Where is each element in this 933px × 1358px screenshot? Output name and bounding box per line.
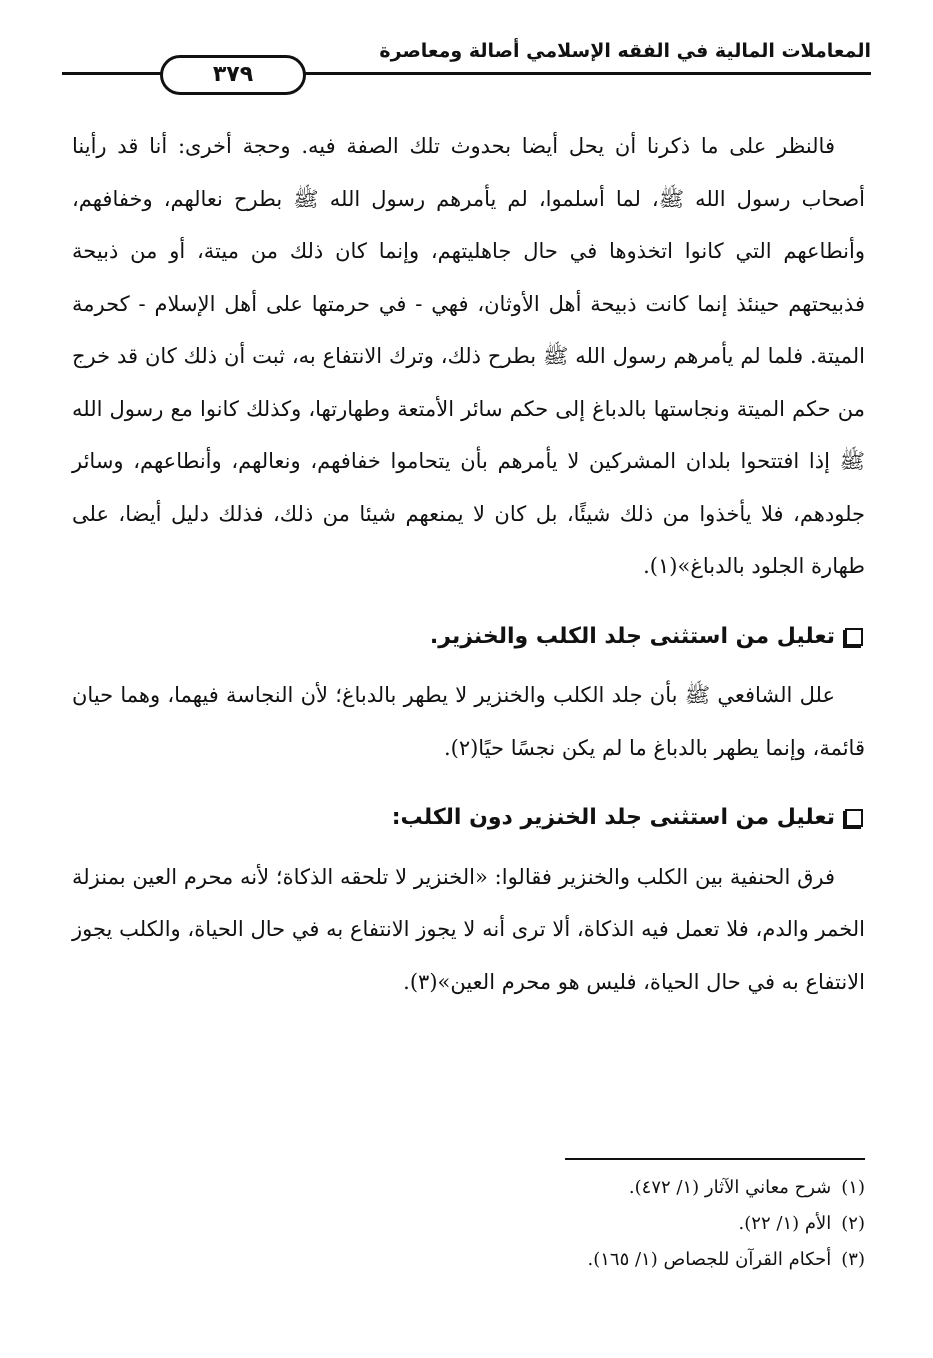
footnote-separator: [565, 1158, 865, 1160]
section-heading-text: تعليل من استثنى جلد الخنزير دون الكلب:: [391, 805, 835, 830]
book-title: المعاملات المالية في الفقه الإسلامي أصالة ومعاصرة: [379, 40, 871, 62]
footnote-text: الأم (١/ ٢٢).: [738, 1213, 832, 1234]
footnote-text: أحكام القرآن للجصاص (١/ ١٦٥).: [587, 1249, 832, 1270]
main-text: [72, 120, 865, 1008]
paragraph: فالنظر على ما ذكرنا أن يحل أيضا بحدوث تلك الصفة فيه. وحجة أخرى: أنا قد رأينا أصحاب رسول الله ﷺ، لما أسلموا، لم يأمرهم رسول الله ﷺ بطرح نعالهم، وخفافهم، وأنطاعهم التي كانوا اتخذوها في حال جاهليتهم، وإنما كان ذلك من ميتة، أو من ذبيحة فذبيحتهم حينئذ إنما كانت ذبيحة أهل الأوثان، فهي - في حرمتها على أهل الإسلام - كحرمة الميتة. فلما لم يأمرهم رسول الله ﷺ بطرح ذلك، وترك الانتفاع به، ثبت أن ذلك كان قد خرج من حكم الميتة ونجاستها بالدباغ إلى حكم سائر الأمتعة وطهارتها، وكذلك كانوا مع رسول الله ﷺ إذا افتتحوا بلدان المشركين لا يأمرهم بأن يتحاموا خفافهم، ونعالهم، وأنطاعهم، وسائر جلودهم، فلا يأخذوا من ذلك شيئًا، بل كان لا يمنعهم شيئا من ذلك، فذلك دليل أيضا، على طهارة الجلود بالدباغ»(١).: [72, 134, 865, 578]
running-header: [62, 36, 871, 87]
square-bullet-icon: [845, 628, 863, 646]
section-heading-text: تعليل من استثنى جلد الكلب والخنزير.: [429, 623, 835, 649]
footnote-number: (٣): [841, 1249, 865, 1270]
paragraph: علل الشافعي ﷺ بأن جلد الكلب والخنزير لا يطهر بالدباغ؛ لأن النجاسة فيهما، وهما حيان قائمة، وإنما يطهر بالدباغ ما لم يكن نجسًا حيًا(٢).: [72, 683, 865, 760]
footnote-number: (٢): [841, 1213, 865, 1234]
page-number: ٣٧٩: [160, 55, 306, 95]
footnote: [72, 1206, 865, 1242]
square-bullet-icon: [845, 809, 863, 827]
footnote-text: شرح معاني الآثار (١/ ٤٧٢).: [628, 1177, 832, 1198]
footnote-number: (١): [841, 1177, 865, 1198]
footnote: [72, 1170, 865, 1206]
section-heading: [72, 611, 865, 664]
footnotes: [72, 1170, 865, 1278]
footnote: [72, 1242, 865, 1278]
section-heading: [72, 792, 865, 845]
paragraph: فرق الحنفية بين الكلب والخنزير فقالوا: «الخنزير لا تلحقه الذكاة؛ لأنه محرم العين بمنزلة الخمر والدم، فلا تعمل فيه الذكاة، ألا ترى أنه لا يجوز الانتفاع به في حال الحياة، والكلب يجوز الانتفاع به في حال الحياة، فليس هو محرم العين»(٣).: [72, 864, 865, 994]
